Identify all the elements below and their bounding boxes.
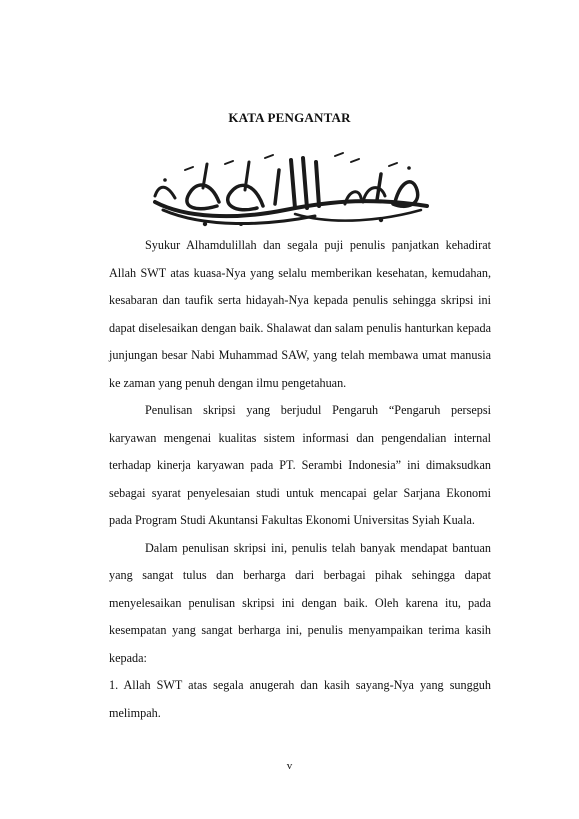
paragraph-3: Dalam penulisan skripsi ini, penulis telah banyak mendapat bantuan yang sangat tulus dan berharga dari berbagai pihak sehingga dapat menyelesaikan penulisan skripsi ini dengan baik. Oleh karena itu, pada kesempatan yang sangat berharga ini, penulis menyampaikan terima kasih kepada: (109, 540, 491, 665)
paragraph-1: Syukur Alhamdulillah dan segala puji penulis panjatkan kehadirat Allah SWT atas kuasa-Nya yang selalu memberikan kesehatan, kemudahan, kesabaran dan taufik serta hidayah-Nya kepada penulis sehingga skripsi ini dapat diselesaikan dengan baik. Shalawat dan salam penulis hanturkan kepada junjungan besar Nabi Muhammad SAW, yang telah membawa umat manusia ke zaman yang penuh dengan ilmu pengetahuan. (109, 238, 491, 390)
paragraph-2: Penulisan skripsi yang berjudul Pengaruh “Pengaruh persepsi karyawan mengenai kualitas sistem informasi dan pengendalian internal terhadap kinerja karyawan pada PT. Serambi Indonesia” ini dimaksudkan sebagai syarat penyelesaian studi untuk mencapai gelar Sarjana Ekonomi pada Program Studi Akuntansi Fakultas Ekonomi Universitas Syiah Kuala. (109, 403, 491, 527)
page-number: v (286, 760, 293, 772)
list-item-1: 1. Allah SWT atas segala anugerah dan kasih sayang-Nya yang sungguh melimpah. (109, 678, 491, 720)
basmalah-calligraphy-image (145, 140, 435, 235)
page-title: KATA PENGANTAR (228, 110, 351, 125)
body-text (109, 232, 491, 727)
